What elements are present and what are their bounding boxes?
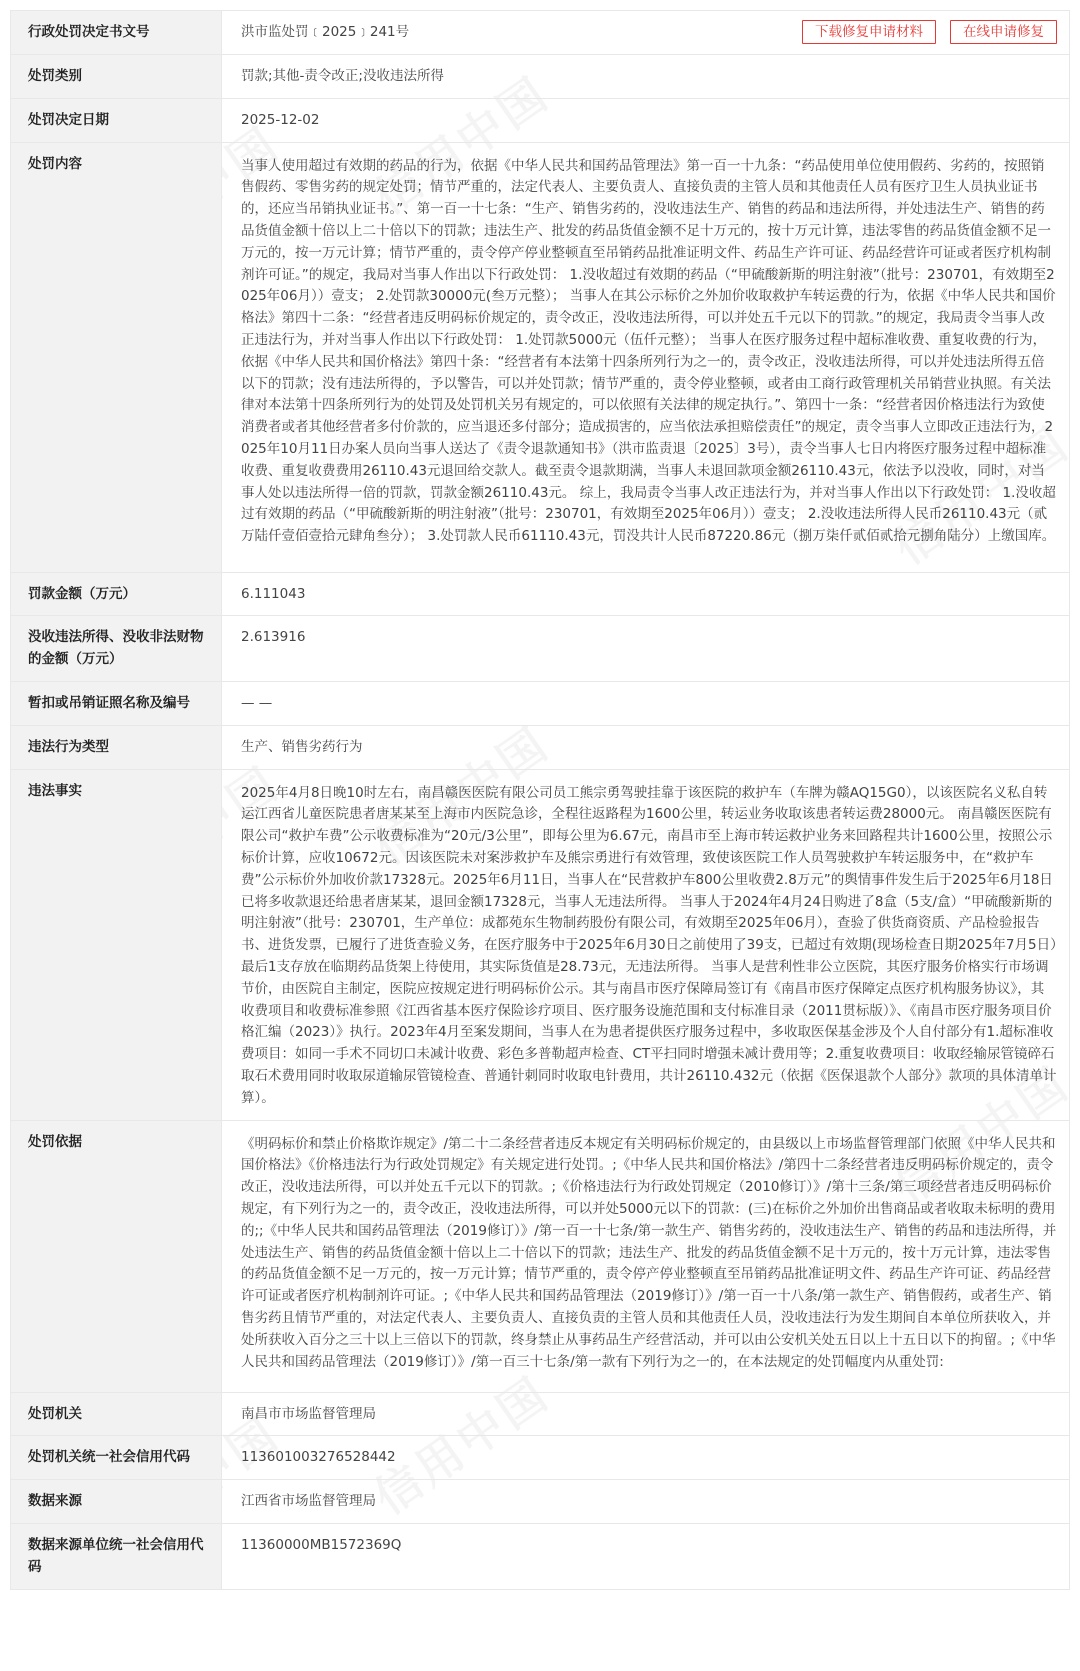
field-label: 处罚类别 — [11, 55, 222, 99]
field-label: 罚款金额（万元） — [11, 572, 222, 616]
field-label: 处罚机关 — [11, 1392, 222, 1436]
license-revocation: — — — [222, 681, 1070, 725]
field-value-cell — [222, 11, 1070, 55]
table-row — [11, 616, 1070, 682]
repair-actions — [788, 20, 1057, 44]
field-label: 暂扣或吊销证照名称及编号 — [11, 681, 222, 725]
penalty-detail-table — [10, 10, 1070, 1590]
field-label: 处罚内容 — [11, 142, 222, 572]
authority-credit-code: 113601003276528442 — [222, 1436, 1070, 1480]
table-row — [11, 725, 1070, 769]
online-repair-apply-button[interactable]: 在线申请修复 — [950, 20, 1057, 44]
table-row — [11, 572, 1070, 616]
field-label: 行政处罚决定书文号 — [11, 11, 222, 55]
field-label: 数据来源 — [11, 1480, 222, 1524]
table-row — [11, 1480, 1070, 1524]
penalty-category: 罚款;其他-责令改正;没收违法所得 — [222, 55, 1070, 99]
table-row — [11, 98, 1070, 142]
confiscated-amount: 2.613916 — [222, 616, 1070, 682]
penalty-basis: 《明码标价和禁止价格欺诈规定》/第二十二条经营者违反本规定有关明码标价规定的，由县级以上市场监督管理部门依照《中华人民共和国价格法》《价格违法行为行政处罚规定》有关规定进行处罚。;《中华人民共和国价格法》/第四十二条经营者违反明码标价规定的，责令改正，没收违法所得，可以并处五千元以下的罚款。;《价格违法行为行政处罚规定（2010修订）》/第十三条/第三项经营者违反明码标价规定，有下列行为之一的，责令改正，没收违法所得，可以并处5000元以下的罚款：(三)在标价之外加价出售商品或者收取未标明的费用的;;《中华人民共和国药品管理法（2019修订）》/第一百一十七条/第一款生产、销售劣药的，没收违法生产、销售的药品和违法所得，并处违法生产、销售的药品货值金额十倍以上二十倍以下的罚款；违法生产、批发的药品货值金额不足十万元的，按十万元计算，违法零售的药品货值金额不足一万元的，按一万元计算；情节严重的，责令停产停业整顿直至吊销药品批准证明文件、药品生产许可证、药品经营许可证或者医疗机构制剂许可证。;《中华人民共和国药品管理法（2019修订）》/第一百一十八条/第一款生产、销售假药，或者生产、销售劣药且情节严重的，对法定代表人、主要负责人、直接负责的主管人员和其他责任人员，没收违法行为发生期间自本单位所获收入，并处所获收入百分之三十以上三倍以下的罚款，终身禁止从事药品生产经营活动，并可以由公安机关处五日以上十五日以下的拘留。;《中华人民共和国药品管理法（2019修订）》/第一百三十七条/第一款有下列行为之一的，在本法规定的处罚幅度内从重处罚: — [222, 1120, 1070, 1392]
field-label: 没收违法所得、没收非法财物的金额（万元） — [11, 616, 222, 682]
penalty-content: 当事人使用超过有效期的药品的行为，依据《中华人民共和国药品管理法》第一百一十九条：“药品使用单位使用假药、劣药的，按照销售假药、零售劣药的规定处罚；情节严重的，法定代表人、主要负责人、直接负责的主管人员和其他责任人员有医疗卫生人员执业证书的，还应当吊销执业证书。”、第一百一十七条：“生产、销售劣药的，没收违法生产、销售的药品和违法所得，并处违法生产、销售的药品货值金额十倍以上二十倍以下的罚款；违法生产、批发的药品货值金额不足十万元的，按十万元计算，违法零售的药品货值金额不足一万元的，按一万元计算；情节严重的，责令停产停业整顿直至吊销药品批准证明文件、药品生产许可证、药品经营许可证或者医疗机构制剂许可证。”的规定，我局对当事人作出以下行政处罚： 1.没收超过有效期的药品（“甲硫酸新斯的明注射液”（批号：230701，有效期至2025年06月））壹支； 2.处罚款30000元(叁万元整）； 当事人在其公示标价之外加价收取救护车转运费的行为，依据《中华人民共和国价格法》第四十二条：“经营者违反明码标价规定的，责令改正，没收违法所得，可以并处五千元以下的罚款。”的规定，我局责令当事人改正违法行为，并对当事人作出以下行政处罚： 1.处罚款5000元（伍仟元整）； 当事人在医疗服务过程中超标准收费、重复收费的行为，依据《中华人民共和国价格法》第四十条：“经营者有本法第十四条所列行为之一的，责令改正，没收违法所得，可以并处违法所得五倍以下的罚款；没有违法所得的，予以警告，可以并处罚款；情节严重的，责令停业整顿，或者由工商行政管理机关吊销营业执照。有关法律对本法第十四条所列行为的处罚及处罚机关另有规定的，可以依照有关法律的规定执行。”、第四十一条：“经营者因价格违法行为致使消费者或者其他经营者多付价款的，应当退还多付部分；造成损害的，应当依法承担赔偿责任”的规定，责令当事人立即改正违法行为，2025年10月11日办案人员向当事人送达了《责令退款通知书》（洪市监责退〔2025〕3号），责令当事人七日内将医疗服务过程中超标准收费、重复收费费用26110.43元退回给交款人。截至责令退款期满，当事人未退回款项金额26110.43元，依法予以没收，同时，对当事人处以违法所得一倍的罚款，罚款金额26110.43元。 综上，我局责令当事人改正违法行为，并对当事人作出以下行政处罚： 1.没收超过有效期的药品（“甲硫酸新斯的明注射液”（批号：230701，有效期至2025年06月））壹支； 2.没收违法所得人民币26110.43元（贰万陆仟壹佰壹拾元肆角叁分）； 3.处罚款人民币61110.43元，罚没共计人民币87220.86元（捌万柒仟贰佰贰拾元捌角陆分）上缴国库。 — [222, 142, 1070, 572]
violation-facts: 2025年4月8日晚10时左右，南昌赣医医院有限公司员工熊宗勇驾驶挂靠于该医院的救护车（车牌为赣AQ15G0），以该医院名义私自转运江西省儿童医院患者唐某某至上海市内医院急诊，全程往返路程为1600公里，转运业务收取该患者转运费28000元。 南昌赣医医院有限公司“救护车费”公示收费标准为“20元/3公里”，即每公里为6.67元，南昌市至上海市转运救护业务来回路程共计1600公里，按照公示标价计算，应收10672元。因该医院未对案涉救护车及熊宗勇进行有效管理，致使该医院工作人员驾驶救护车转运服务中，在“救护车费”公示标价外加收价款17328元。2025年6月11日，当事人在“民营救护车800公里收费2.8万元”的舆情事件发生后于2025年6月18日已将多收款退还给患者唐某某，退回金额17328元，当事人无违法所得。 当事人于2024年4月24日购进了8盒（5支/盒）“甲硫酸新斯的明注射液”（批号：230701，生产单位：成都苑东生物制药股份有限公司，有效期至2025年06月），查验了供货商资质、产品检验报告书、进货发票，已履行了进货查验义务，在医疗服务中于2025年6月30日之前使用了39支，已超过有效期(现场检查日期2025年7月5日）最后1支存放在临期药品货架上待使用，其实际货值是28.73元，无违法所得。 当事人是营利性非公立医院，其医疗服务价格实行市场调节价，由医院自主制定，医院应按规定进行明码标价公示。其与南昌市医疗保障局签订有《南昌市医疗保障定点医疗机构服务协议》，其收费项目和收费标准参照《江西省基本医疗保险诊疗项目、医疗服务设施范围和支付标准目录（2011贯标版）》、《南昌市医疗服务项目价格汇编（2023）》执行。2023年4月至案发期间，当事人在为患者提供医疗服务过程中，多收取医保基金涉及个人自付部分有1.超标准收费项目：如同一手术不同切口未减计收费、彩色多普勒超声检查、CT平扫同时增强未减计费用等；2.重复收费项目：收取经输尿管镜碎石取石术费用同时收取尿道输尿管镜检查、普通针刺同时收取电针费用，共计26110.432元（依据《医保退款个人部分》款项的具体清单计算）。 — [222, 769, 1070, 1120]
table-row — [11, 11, 1070, 55]
penalty-authority: 南昌市市场监督管理局 — [222, 1392, 1070, 1436]
field-label: 处罚依据 — [11, 1120, 222, 1392]
data-source-credit-code: 11360000MB1572369Q — [222, 1523, 1070, 1589]
field-label: 违法行为类型 — [11, 725, 222, 769]
download-repair-materials-button[interactable]: 下载修复申请材料 — [802, 20, 936, 44]
table-row — [11, 1436, 1070, 1480]
field-label: 违法事实 — [11, 769, 222, 1120]
fine-amount: 6.111043 — [222, 572, 1070, 616]
data-source: 江西省市场监督管理局 — [222, 1480, 1070, 1524]
table-row — [11, 1523, 1070, 1589]
field-label: 处罚机关统一社会信用代码 — [11, 1436, 222, 1480]
decision-number: 洪市监处罚﹝2025﹞241号 — [241, 24, 410, 40]
field-label: 数据来源单位统一社会信用代码 — [11, 1523, 222, 1589]
violation-type: 生产、销售劣药行为 — [222, 725, 1070, 769]
decision-date: 2025-12-02 — [222, 98, 1070, 142]
field-label: 处罚决定日期 — [11, 98, 222, 142]
table-row — [11, 681, 1070, 725]
table-row — [11, 55, 1070, 99]
table-row — [11, 142, 1070, 572]
table-row — [11, 769, 1070, 1120]
table-row — [11, 1120, 1070, 1392]
table-row — [11, 1392, 1070, 1436]
